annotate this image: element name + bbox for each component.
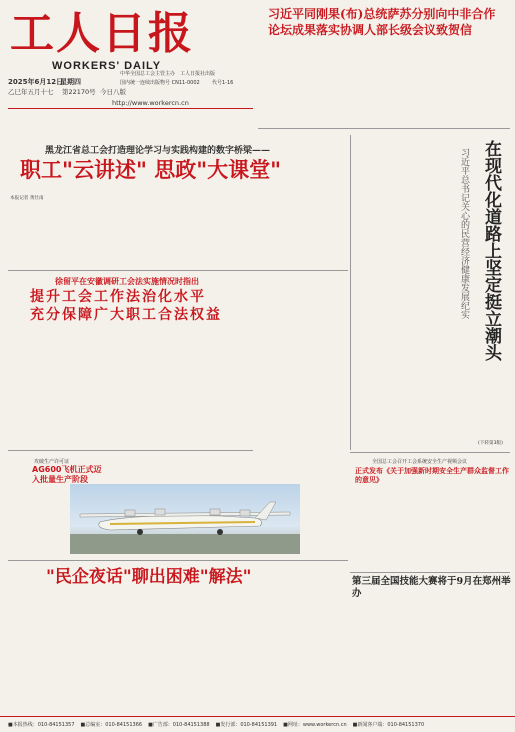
bottom-right-body-1	[355, 594, 431, 714]
issue-date: 2025年6月12日	[8, 78, 64, 86]
second-headline-line1: 提升工会工作法治化水平	[30, 289, 206, 305]
footer-item[interactable]: ■网址：www.workercn.cn	[283, 722, 347, 728]
middle-right-body-1	[355, 488, 431, 568]
footer-item: ■总编室：010-84151366	[80, 722, 143, 728]
top-headline-line2: 论坛成果落实协调人部长级会议致贺信	[268, 23, 473, 37]
right-column-body	[356, 140, 454, 440]
footer-item: ■新闻客户端：010-84151370	[352, 722, 425, 728]
second-kicker: 徐留平在安徽调研工会法实施情况时指出	[55, 277, 199, 286]
second-headline	[30, 288, 222, 324]
divider	[8, 450, 253, 451]
divider	[350, 135, 351, 450]
footer-item: ■发行部：010-84151391	[215, 722, 278, 728]
top-headline-body	[263, 64, 423, 124]
footer-bar	[0, 716, 515, 732]
right-vertical-subtitle: 习近平总书记关心的民营经济健康发展纪实	[459, 148, 469, 319]
main-reporter: 本报记者 黄仕南	[10, 196, 44, 201]
website[interactable]: http://www.workercn.cn	[112, 99, 189, 107]
top-headline-line1: 习近平同刚果(布)总统萨苏分别向中非合作	[268, 7, 496, 21]
main-body-col2	[90, 203, 170, 265]
bottom-body-col4	[260, 596, 348, 714]
photo-kicker: 攻破生产许可证	[34, 459, 70, 465]
bottom-right-body-2	[434, 594, 510, 714]
second-body-col2	[92, 332, 170, 422]
divider	[258, 128, 510, 129]
masthead-english-title: WORKERS' DAILY	[52, 60, 162, 72]
issue-weekday: 星期四	[60, 78, 81, 86]
second-body-col1	[10, 332, 88, 422]
main-body-col1	[10, 203, 85, 265]
photo-side-body	[260, 460, 348, 555]
lunar-date: 乙巳年五月十七	[8, 88, 54, 96]
top-headline-body-2	[425, 64, 510, 124]
masthead-title: 工人日报	[10, 8, 194, 59]
divider	[8, 560, 348, 561]
bottom-body-col2	[92, 596, 170, 714]
second-body-col3	[175, 332, 255, 422]
divider	[350, 452, 510, 453]
bottom-right-headline: 第三届全国技能大赛将于9月在郑州举办	[352, 576, 511, 599]
middle-right-headline: 正式发布《关于加强新时期安全生产群众监督工作的意见》	[355, 467, 509, 484]
main-headline: 职工"云讲述" 思政"大课堂"	[20, 157, 282, 182]
footer-item: ■本报热线：010-84151357	[8, 722, 75, 728]
middle-right-kicker: 全国总工会召开工会系统安全生产视频会议	[372, 459, 468, 465]
bottom-body-col1	[10, 596, 88, 714]
publisher-line-4: 代号1-16	[212, 80, 234, 86]
publisher-line-3: 国内统一连续出版物号 CN11-0002	[120, 80, 200, 86]
main-kicker: 黑龙江省总工会打造理论学习与实践构建的数字桥梁——	[45, 146, 271, 156]
issue-number: 第22170号	[62, 88, 96, 96]
bottom-body-col3	[175, 596, 255, 714]
masthead-rule	[8, 108, 253, 109]
main-body-col3	[175, 195, 255, 265]
right-vertical-title: 在现代化道路上坚定挺立潮头	[481, 140, 501, 361]
divider	[350, 572, 510, 573]
publisher-line-2: 工人日报社出版	[180, 71, 216, 77]
top-headline	[268, 6, 513, 38]
footer-item: ■广告部：010-84151388	[148, 722, 210, 728]
right-column-continued: (下转第3版)	[478, 441, 503, 446]
main-body-col4	[260, 195, 340, 265]
second-headline-line2: 充分保障广大职工合法权益	[30, 307, 222, 323]
photo-caption-title: AG600飞机正式迈入批量生产阶段	[32, 465, 102, 484]
middle-right-body-2	[434, 488, 510, 568]
bottom-headline: "民企夜话"聊出困难"解法"	[46, 567, 252, 587]
publisher-line-1: 中华全国总工会主管主办	[120, 71, 176, 77]
second-body-col4	[260, 270, 345, 380]
page-count: 今日八版	[100, 88, 126, 96]
